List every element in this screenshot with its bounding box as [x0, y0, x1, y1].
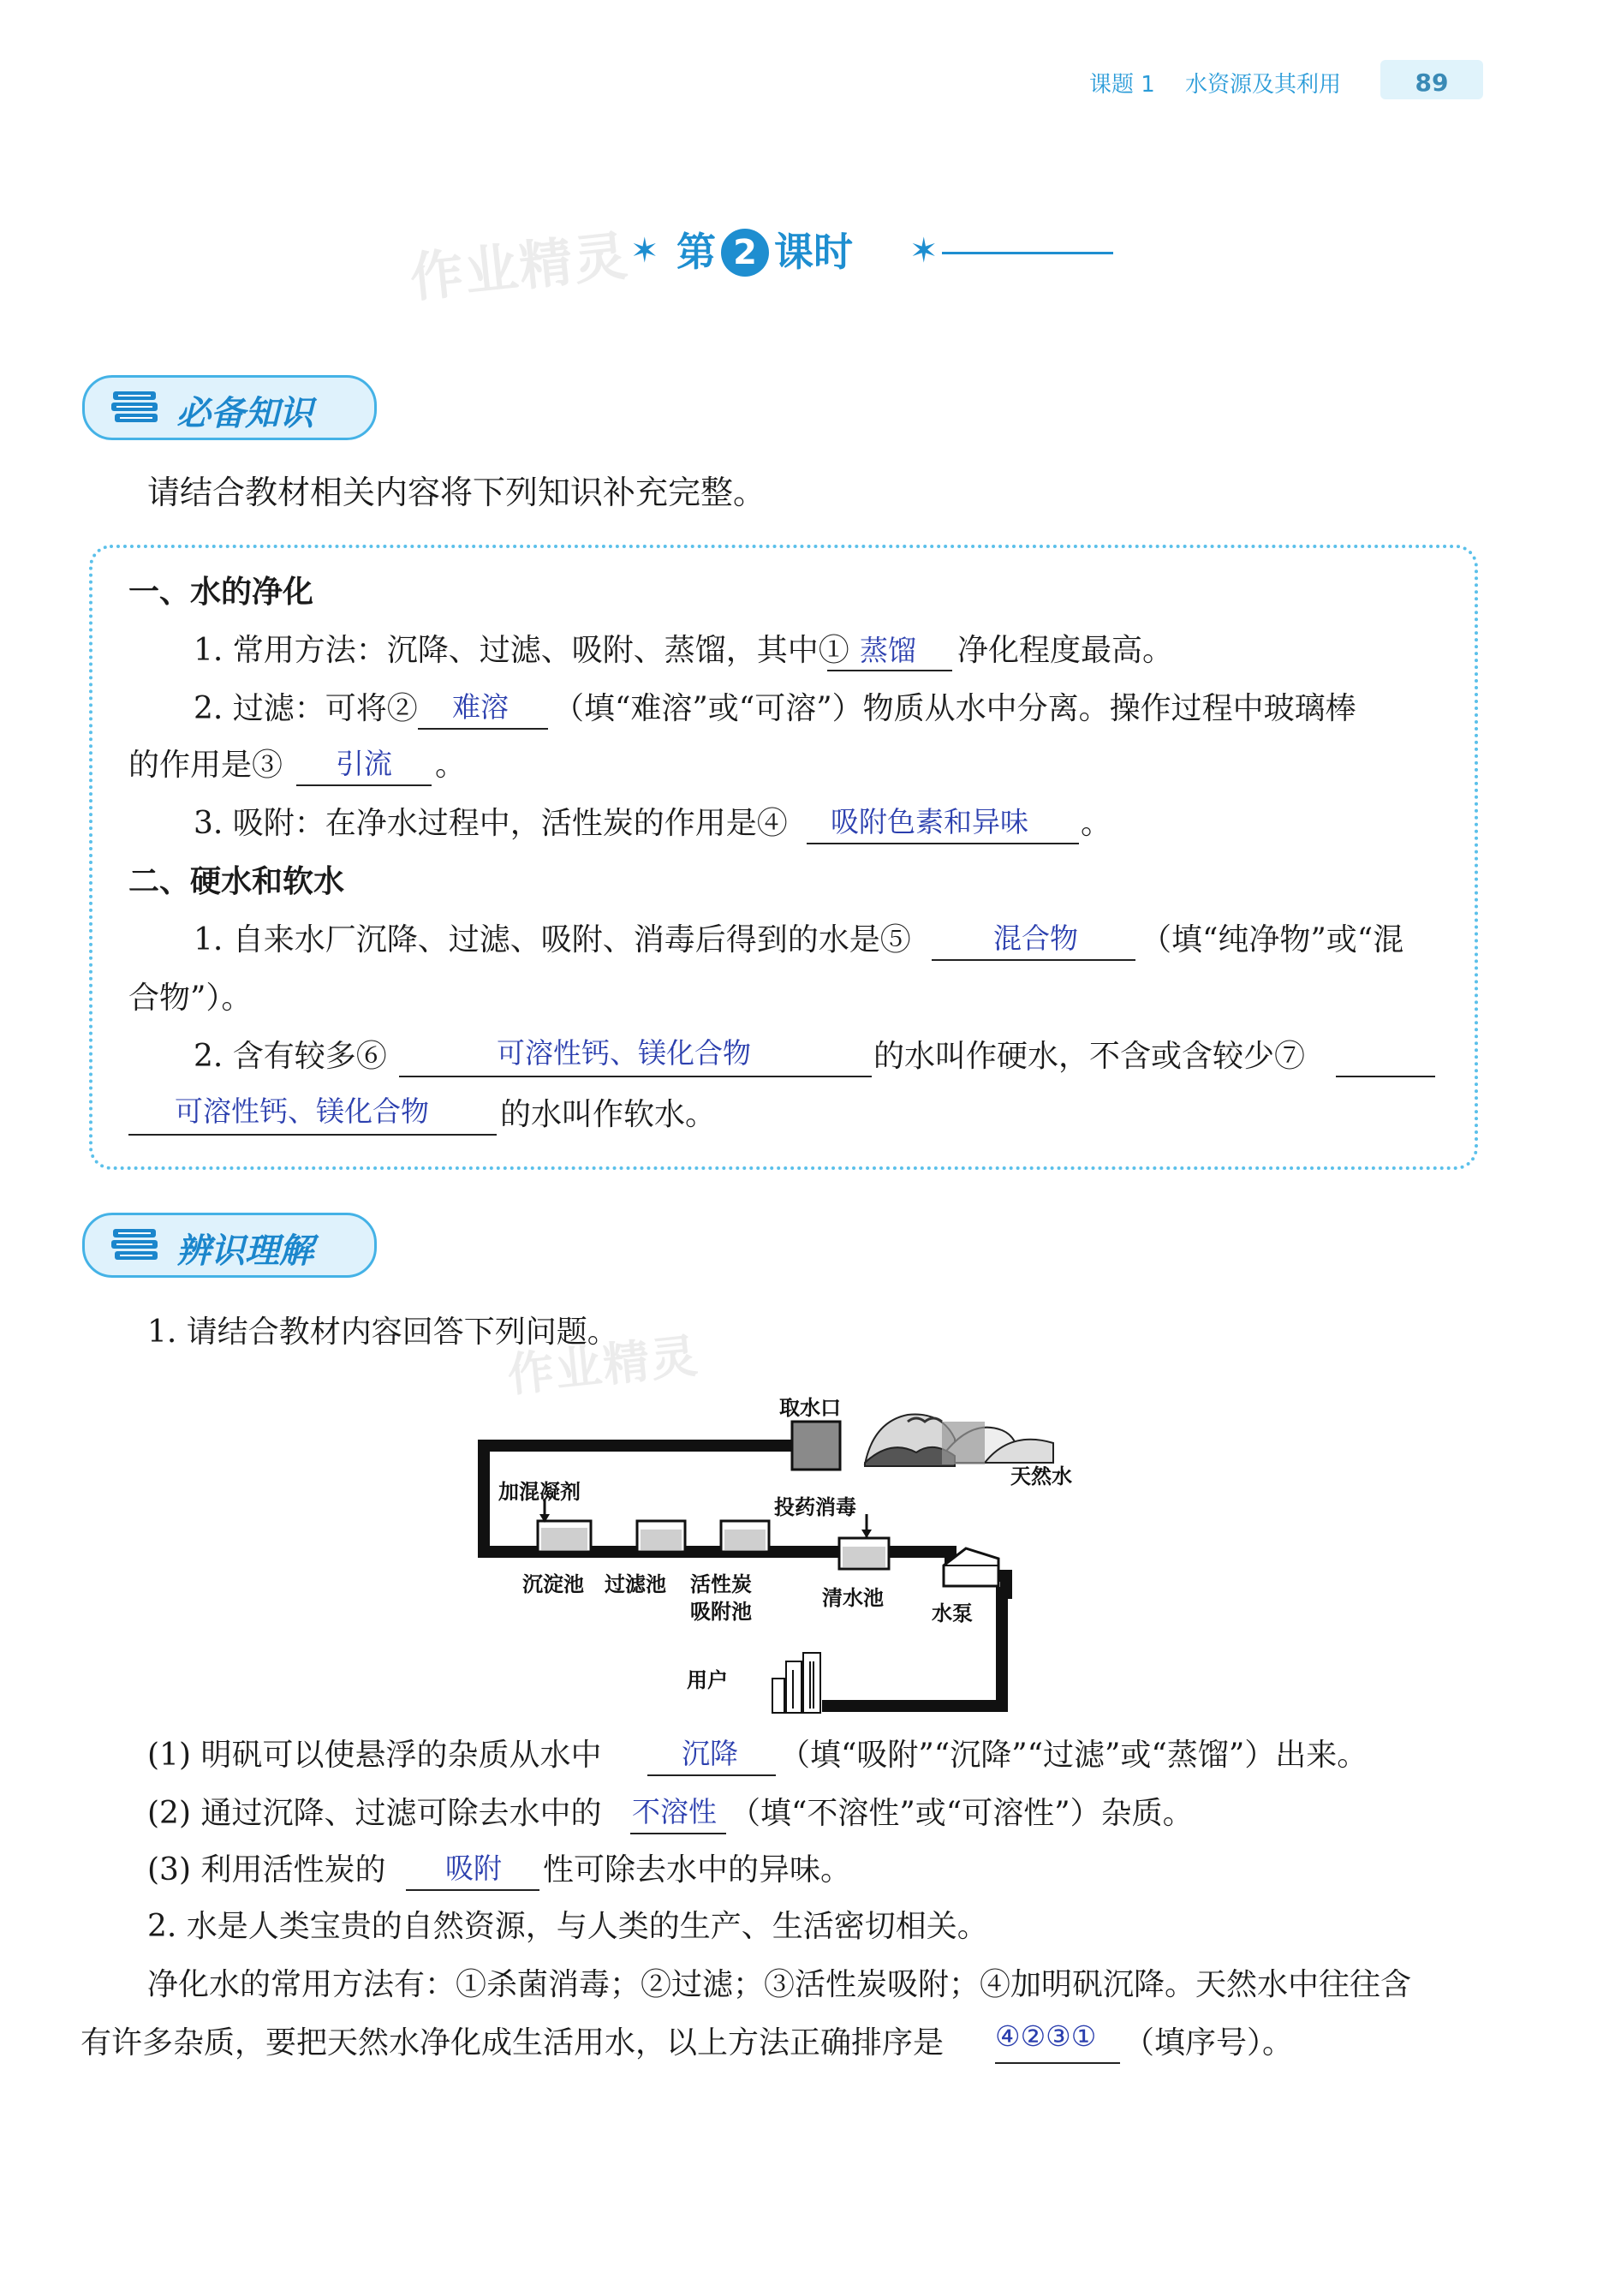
- knowledge-line-3a: 3. 吸附：在净水过程中，活性炭的作用是④: [194, 806, 788, 841]
- question-1: 1. 请结合教材内容回答下列问题。: [147, 1315, 618, 1350]
- subheading-purification: 一、水的净化: [128, 575, 314, 610]
- watermark: 作业精灵: [407, 224, 632, 310]
- label-intake: 取水口: [779, 1396, 841, 1420]
- watermark: 作业精灵: [504, 1328, 702, 1403]
- answer-5: 混合物: [993, 921, 1078, 955]
- filter-tank: [637, 1521, 685, 1552]
- knowledge-line-1b: 净化程度最高。: [957, 633, 1174, 668]
- answer-1: 蒸馏: [860, 634, 916, 667]
- knowledge-line-3b: 。: [1081, 806, 1112, 841]
- label-user: 用户: [687, 1668, 728, 1692]
- knowledge-line-4a: 1. 自来水厂沉降、过滤、吸附、消毒后得到的水是⑤: [194, 922, 911, 957]
- answer-2: 难溶: [452, 690, 509, 724]
- label-pump: 水泵: [932, 1601, 973, 1625]
- mountains-icon: [865, 1415, 1053, 1466]
- label-carbon-2: 吸附池: [690, 1600, 752, 1624]
- label-natural-water: 天然水: [1010, 1464, 1072, 1488]
- blank-7b: [128, 1134, 497, 1136]
- label-carbon-1: 活性炭: [690, 1572, 752, 1596]
- blank-q1-2: [630, 1833, 726, 1834]
- header-title: 水资源及其利用: [1185, 72, 1342, 98]
- lesson-title-suffix: 课时: [774, 229, 853, 275]
- label-clear-water: 清水池: [822, 1586, 884, 1610]
- answer-q2: ④②③①: [995, 2019, 1097, 2053]
- clear-water-tank: [839, 1514, 889, 1569]
- sedimentation-tank: [538, 1499, 591, 1552]
- section-title-understanding: 辨识理解: [176, 1231, 313, 1271]
- label-filter: 过滤池: [605, 1572, 666, 1596]
- blank-q1-1: [647, 1774, 776, 1776]
- answer-6: 可溶性钙、镁化合物: [497, 1036, 751, 1070]
- lesson-title-prefix: 第: [676, 229, 716, 275]
- page-number: 89: [1415, 69, 1449, 97]
- blank-5: [932, 959, 1135, 961]
- intake-box: [792, 1422, 840, 1470]
- blank-3: [296, 784, 432, 786]
- blank-4: [807, 843, 1079, 844]
- knowledge-line-2c: 的作用是③: [128, 748, 283, 783]
- section-title-knowledge: 必备知识: [176, 394, 313, 433]
- lesson-number-badge: 2: [721, 229, 769, 277]
- question-1-2a: (2) 通过沉降、过滤可除去水中的: [147, 1796, 602, 1831]
- knowledge-line-4b: （填“纯净物”或“混: [1141, 922, 1404, 957]
- knowledge-line-2a: 2. 过滤：可将②: [194, 691, 418, 726]
- answer-q1-1: 沉降: [682, 1737, 738, 1770]
- knowledge-line-4c: 合物”）。: [128, 981, 253, 1016]
- blank-q2: [995, 2062, 1120, 2064]
- blank-7a: [1336, 1076, 1435, 1077]
- question-1-1a: (1) 明矾可以使悬浮的杂质从水中: [147, 1738, 602, 1773]
- title-rule: [942, 252, 1113, 254]
- carbon-adsorption-tank: [721, 1521, 769, 1552]
- question-2: 2. 水是人类宝贵的自然资源，与人类的生产、生活密切相关。: [147, 1909, 988, 1944]
- label-sedimentation: 沉淀池: [522, 1572, 584, 1596]
- star-icon: ✶: [630, 231, 659, 271]
- header-topic: 课题 1: [1089, 72, 1155, 98]
- question-1-3a: (3) 利用活性炭的: [147, 1852, 386, 1887]
- question-1-3b: 性可除去水中的异味。: [543, 1852, 852, 1887]
- knowledge-line-5a: 2. 含有较多⑥: [194, 1039, 387, 1074]
- answer-4: 吸附色素和异味: [831, 805, 1028, 838]
- blank-6: [399, 1076, 872, 1077]
- blank-2: [418, 728, 548, 730]
- books-icon: [110, 1226, 161, 1263]
- answer-3: 引流: [336, 747, 392, 780]
- books-icon: [110, 388, 161, 426]
- knowledge-line-2d: 。: [435, 748, 467, 783]
- subheading-hard-soft-water: 二、硬水和软水: [128, 864, 345, 899]
- blank-1: [827, 670, 952, 671]
- answer-q1-2: 不溶性: [632, 1795, 717, 1828]
- question-1-2b: （填“不溶性”或“可溶性”）杂质。: [730, 1796, 1194, 1831]
- label-coagulant: 加混凝剂: [498, 1480, 581, 1504]
- answer-7: 可溶性钙、镁化合物: [175, 1094, 429, 1128]
- user-buildings: [772, 1653, 820, 1713]
- knowledge-line-5b: 的水叫作硬水，不含或含较少⑦: [873, 1039, 1306, 1074]
- knowledge-line-5c: 的水叫作软水。: [500, 1097, 717, 1132]
- knowledge-line-2b: （填“难溶”或“可溶”）物质从水中分离。操作过程中玻璃棒: [553, 691, 1356, 726]
- question-1-1b: （填“吸附”“沉降”“过滤”或“蒸馏”）出来。: [779, 1738, 1368, 1773]
- question-2-line-1: 净化水的常用方法有：①杀菌消毒；②过滤；③活性炭吸附；④加明矾沉降。天然水中往往含: [147, 1967, 1412, 2002]
- section-intro: 请结合教材相关内容将下列知识补充完整。: [147, 474, 766, 511]
- water-treatment-diagram: [462, 1370, 1113, 1723]
- blank-q1-3: [406, 1889, 539, 1891]
- question-2-line-2a: 有许多杂质，要把天然水净化成生活用水，以上方法正确排序是: [80, 2025, 945, 2060]
- star-icon: ✶: [909, 231, 939, 271]
- knowledge-line-1a: 1. 常用方法：沉降、过滤、吸附、蒸馏，其中①: [194, 633, 849, 668]
- lesson-title: [676, 221, 853, 277]
- label-disinfection: 投药消毒: [774, 1495, 856, 1519]
- question-2-line-2b: （填序号）。: [1123, 2025, 1294, 2060]
- answer-q1-3: 吸附: [445, 1852, 502, 1885]
